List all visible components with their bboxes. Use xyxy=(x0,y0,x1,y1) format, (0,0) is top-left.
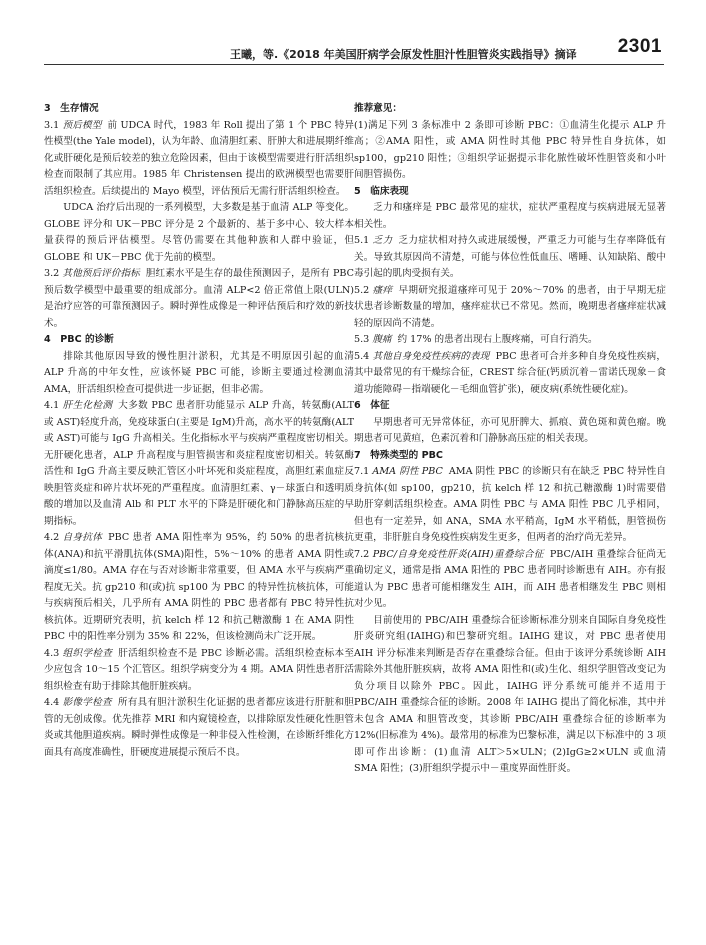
subsection-number: 5.3 xyxy=(354,334,370,345)
subsection-5-1 xyxy=(354,233,666,283)
subsection-number: 4.3 xyxy=(44,647,60,659)
paragraph: 所有具有胆汁淤积生化证据的患者都应该进行肝脏和胆管的无创成像。优先推荐 MRI 和内窥镜检查，以排除原发性硬化性胆管炎或其他胆道疾病。瞬时弹性成像是一种非侵入性检测，在诊断纤维化方面具有高度准确性，肝硬度进展提示预后不良。 xyxy=(44,697,354,758)
paragraph: PBC 患者 AMA 阳性率为 95%，约 50% 的患者抗核抗体(ANA)和抗平滑肌抗体(SMA)阳性，5%～10% 的患者 AMA 阴性或滴度≤1/80。AMA 存在与否对诊断非常重要，但 AMA 水平与疾病严重程度无关。抗 gp210 和(或)抗 sp100 为 PBC 的特异性抗核抗体，可能与疾病预后相关，几乎所有 AMA 阴性的 PBC 患者都有 PBC 特异性抗核抗体。近期研究表明，抗 kelch 样 12 和抗己糖激酶 1 在 AMA 阴性 PBC 中的阳性率分别为 35% 和 22%，但该检测尚未广泛开展。 xyxy=(44,532,354,642)
running-title: 王曦，等.《2018 年美国肝病学会原发性胆汁性胆管炎实践指导》摘译 xyxy=(230,48,577,61)
recommendation-text: (1)满足下列 3 条标准中 2 条即可诊断 PBC：①血清生化提示 ALP 升高；②AMA 阳性，或 AMA 阴性时其他 PBC 特异性自身抗体，如 sp100，gp210 阳性；③组织学证据提示非化脓性破坏性胆管炎和小叶间胆管损伤。 xyxy=(354,119,666,180)
paragraph: 约 17% 的患者出现右上腹疼痛，可自行消失。 xyxy=(397,334,598,345)
subsection-number: 3.1 xyxy=(44,119,60,131)
paragraph: 胆红素水平是生存的最佳预测因子，是所有 PBC 预后数学模型中最重要的组成部分。血清 ALP<2 倍正常值上限(ULN)是治疗应答的可靠预测因子。瞬时弹性成像是一种评估预后和疗效的新技术。 xyxy=(44,268,354,329)
subsection-4-3 xyxy=(44,646,354,696)
subsection-number: 5.4 xyxy=(354,350,370,362)
subsection-number: 5.1 xyxy=(354,235,370,246)
section-4-heading: 4 PBC 的诊断 xyxy=(44,334,114,345)
subsection-title: 预后模型 xyxy=(62,119,102,131)
paragraph: 早期患者可无异常体征，亦可见肝脾大、抓痕、黄色斑和黄色瘤。晚期患者可见黄疸，色素沉着和门静脉高压症的相关表现。 xyxy=(354,416,666,444)
subsection-3-2 xyxy=(44,266,354,332)
subsection-number: 5.2 xyxy=(354,284,370,296)
subsection-7-1 xyxy=(354,464,666,547)
subsection-number: 7.1 xyxy=(354,466,370,477)
subsection-title: 肝生化检测 xyxy=(62,400,113,411)
left-column xyxy=(44,101,354,901)
subsection-5-4 xyxy=(354,349,666,399)
subsection-4-1 xyxy=(44,398,354,530)
paragraph: 乏力和瘙痒是 PBC 最常见的症状，症状严重程度与疾病进展无显著相关性。 xyxy=(354,202,666,230)
right-column xyxy=(354,101,666,901)
paragraph: PBC 患者可合并多种自身免疫性疾病，其中最常见的有干燥综合征，CREST 综合征(钙质沉着－雷诺氏现象－食道功能障碍－指端硬化－毛细血管扩张)，硬皮病(系统性硬化症)。 xyxy=(354,350,666,395)
section-5-heading: 5 临床表现 xyxy=(354,185,409,197)
paragraph: 早期研究报道瘙痒可见于 20%～70% 的患者，由于早期无症状患者诊断数量的增加，瘙痒症状已不常见。然而，晚期患者瘙痒症状减轻的原因尚不清楚。 xyxy=(354,284,666,329)
subsection-title: 乏力 xyxy=(372,235,393,246)
subsection-4-4 xyxy=(44,695,354,761)
recommendation-heading: 推荐意见： xyxy=(354,103,402,114)
subsection-7-2 xyxy=(354,547,666,613)
section-6-heading: 6 体征 xyxy=(354,400,390,411)
subsection-5-2 xyxy=(354,283,666,333)
paragraph: 排除其他原因导致的慢性胆汁淤积，尤其是不明原因引起的血清 ALP 升高的中年女性，应该怀疑 PBC 可能，诊断主要通过检测血清 AMA，肝活组织检查可提供进一步证据，但非必需。 xyxy=(44,350,354,395)
paragraph: AMA 阴性 PBC 的诊断只有在缺乏 PBC 特异性自身抗体(如 sp100，gp210，抗 kelch 样 12 和抗己糖激酶 1)时需要借助肝穿刺活组织检查。AMA 阴性 PBC 与 AMA 阳性 PBC 几乎相同，但也有一定差异，如 ANA，SMA 水平稍高，IgM 水平稍低，胆管损伤更重，非肝脏自身免疫性疾病发生更多，但两者的治疗尚无差异。 xyxy=(354,466,666,543)
subsection-number: 4.1 xyxy=(44,400,60,411)
running-header xyxy=(44,34,664,65)
subsection-5-3 xyxy=(354,332,666,349)
paragraph: 目前使用的 PBC/AIH 重叠综合征诊断标准分别来自国际自身免疫性肝炎研究组(IAIHG)和巴黎研究组。IAIHG 建议，对 PBC 患者使用 AIH 评分标准来判断是否存在重叠综合征。但由于该评分系统诊断 AIH 需除外其他肝脏疾病，故将 AMA 阳性和(或)生化、组织学胆管改变记为负分项目以除外 PBC。因此，IAIHG 评分系统可能并不适用于 PBC/AIH 重叠综合征的诊断。2008 年 IAIHG 提出了简化标准，其中并未包含 AMA 和胆管改变，其诊断 PBC/AIH 重叠综合征的诊断率为 12%(旧标准为 4%)。最常用的标准为巴黎标准，满足以下标准中的 3 项即可作出诊断：(1)血清 ALT＞5×ULN；(2)IgG≥2×ULN 或血清 SMA 阳性；(3)肝组织学提示中－重度界面性肝炎。 xyxy=(354,614,666,774)
page-number: 2301 xyxy=(617,36,662,57)
paragraph: PBC/AIH 重叠综合征尚无确切定义，通常是指 AMA 阳性的 PBC 患者同时诊断患有 AIH。亦有报道认为 PBC 患者可能相继发生 AIH，而 AIH 患者相继发生 PBC 则相对少见。 xyxy=(354,548,666,609)
subsection-title: 自身抗体 xyxy=(62,532,103,543)
subsection-title: 其他预后评价指标 xyxy=(62,268,140,279)
paragraph: 前 UDCA 时代，1983 年 Roll 提出了第 1 个 PBC 特异性模型(the Yale model)，认为年龄、血清胆红素、肝肿大和进展期纤维化或肝硬化是预后较差的独立危险因素，但由于该模型需要进行肝活组织检查而限制了其应用。1985 年 Christensen 提出的欧洲模型也需要肝活组织检查。后续提出的 Mayo 模型，评估预后无需行肝活组织检查。 xyxy=(44,119,354,197)
subsection-title: 腹痛 xyxy=(372,334,392,345)
paragraph: UDCA 治疗后出现的一系列模型，大多数是基于血清 ALP 等变化。GLOBE 评分和 UK－PBC 评分是 2 个最新的、基于多中心、较大样本量获得的预后评估模型。尽管仍需要在其他种族和人群中验证，但 GLOBE 和 UK－PBC 优于先前的模型。 xyxy=(44,202,354,263)
subsection-number: 4.2 xyxy=(44,532,60,543)
subsection-3-1 xyxy=(44,118,354,201)
subsection-title: 瘙痒 xyxy=(372,284,393,296)
subsection-number: 7.2 xyxy=(354,548,370,560)
subsection-number: 4.4 xyxy=(44,697,60,708)
paragraph: 大多数 PBC 患者肝功能显示 ALP 升高，转氨酶(ALT 或 AST)轻度升高，免疫球蛋白(主要是 IgM)升高，高水平的转氨酶(ALT 或 AST)可能与 IgG 升高相关。生化指标水平与疾病严重程度密切相关。无肝硬化患者，ALP 升高程度与胆管损害和炎症程度密切相关。转氨酶活性和 IgG 升高主要反映汇管区小叶坏死和炎症程度，高胆红素血症反映胆管炎症和碎片状坏死的严重程度。血清胆红素、γ－球蛋白和透明质酸的增加以及血清 Alb 和 PLT 水平的下降是肝硬化和门静脉高压症的早期指标。 xyxy=(44,400,354,527)
subsection-title: PBC/自身免疫性肝炎(AIH)重叠综合征 xyxy=(372,548,544,560)
subsection-4-2 xyxy=(44,530,354,646)
paragraph: 肝活组织检查不是 PBC 诊断必需。活组织检查标本至少应包含 10～15 个汇管区。组织学病变分为 4 期。AMA 阴性患者肝活组织检查有助于排除其他肝脏疾病。 xyxy=(44,647,354,692)
subsection-title: AMA 阴性 PBC xyxy=(372,466,443,477)
subsection-number: 3.2 xyxy=(44,268,60,279)
section-7-heading: 7 特殊类型的 PBC xyxy=(354,449,443,461)
subsection-title: 其他自身免疫性疾病的表现 xyxy=(372,350,490,362)
subsection-title: 影像学检查 xyxy=(62,697,112,708)
paragraph: 乏力症状相对持久或进展缓慢，严重乏力可能与生存率降低有关。导致其原因尚不清楚，可能与体位性低血压、嗜睡、认知缺陷、酸中毒引起的肌肉受损有关。 xyxy=(354,235,666,279)
section-3-heading: 3 生存情况 xyxy=(44,103,99,114)
subsection-title: 组织学检查 xyxy=(62,647,113,659)
